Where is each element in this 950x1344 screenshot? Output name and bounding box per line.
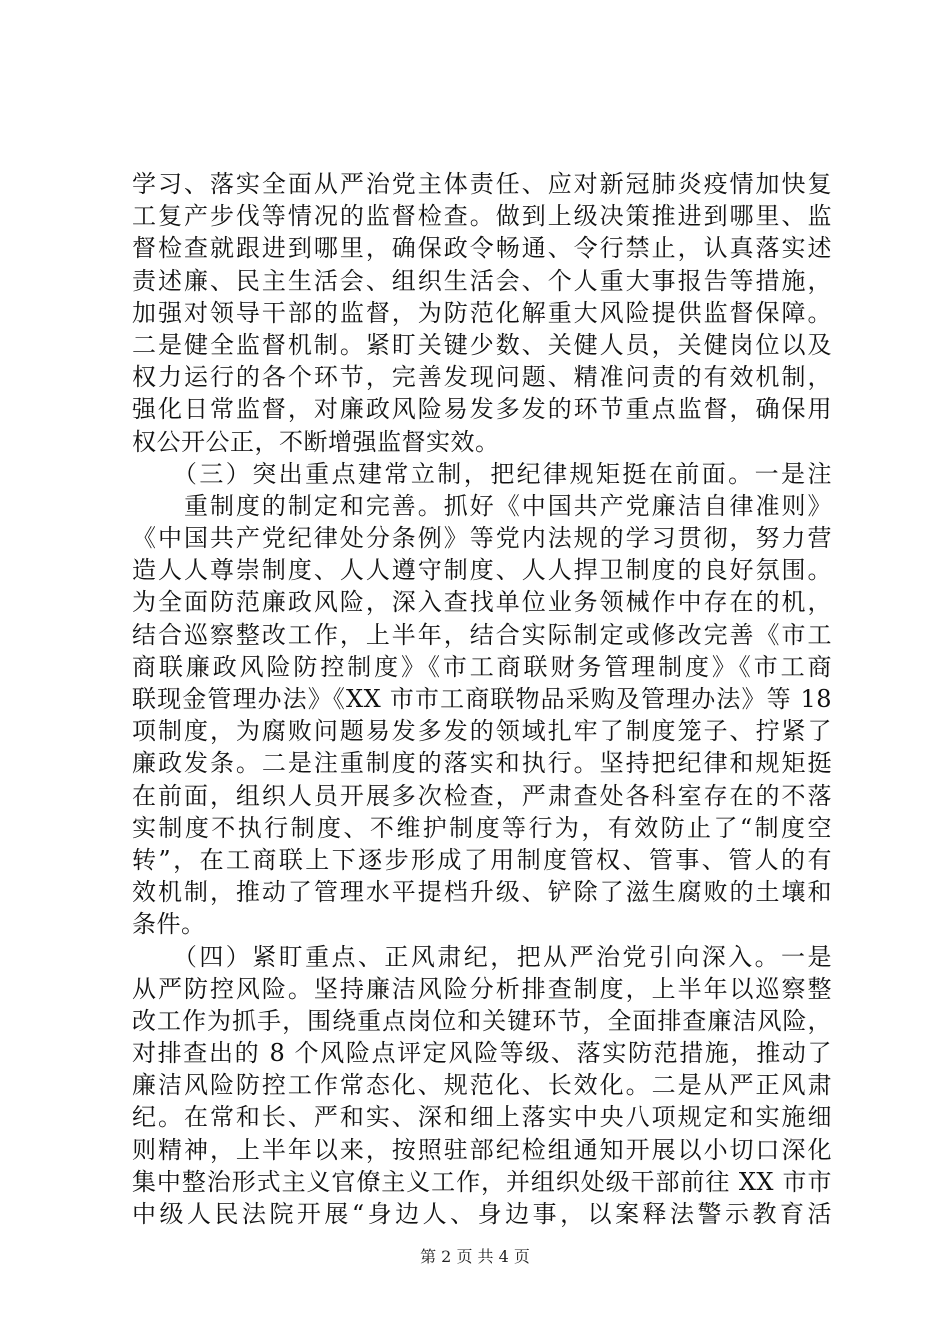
text-line: 强化日常监督，对廉政风险易发多发的环节重点监督，确保用	[132, 395, 832, 424]
text-line: 在前面，组织人员开展多次检查，严肃查处各科室存在的不落	[132, 781, 832, 810]
text-line: 权力运行的各个环节，完善发现问题、精准问责的有效机制，	[132, 363, 832, 392]
text-line: 联现金管理办法》《XX 市市工商联物品采购及管理办法》等 18	[132, 685, 832, 713]
text-line: 转”，在工商联上下逐步形成了用制度管权、管事、管人的有	[132, 845, 832, 874]
page-footer: 第 2 页 共 4 页	[420, 1247, 530, 1266]
text-line: 集中整治形式主义官僚主义工作，并组织处级干部前往 XX 市市	[132, 1167, 832, 1196]
text-line: 项制度，为腐败问题易发多发的领域扎牢了制度笼子、拧紧了	[132, 717, 832, 746]
text-line: 则精神，上半年以来，按照驻部纪检组通知开展以小切口深化	[132, 1135, 832, 1164]
text-line: 为全面防范廉政风险，深入查找单位业务领械作中存在的机，	[132, 588, 832, 617]
text-line: 改工作为抓手，围绕重点岗位和关键环节，全面排查廉洁风险，	[132, 1006, 832, 1035]
text-line: 权公开公正，不断增强监督实效。	[132, 427, 500, 456]
text-line: 实制度不执行制度、不维护制度等行为，有效防止了“制度空	[132, 813, 832, 842]
text-line: （三）突出重点建常立制，把纪律规矩挺在前面。一是注	[132, 459, 832, 488]
text-line: 重制度的制定和完善。抓好《中国共产党廉洁自律准则》	[132, 491, 832, 520]
text-line: 责述廉、民主生活会、组织生活会、个人重大事报告等措施，	[132, 266, 832, 295]
text-line: 二是健全监督机制。紧盯关键少数、关健人员，关健岗位以及	[132, 330, 832, 359]
text-line: 督检查就跟进到哪里，确保政令畅通、令行禁止，认真落实述	[132, 234, 832, 263]
text-line: 工复产步伐等情况的监督检查。做到上级决策推进到哪里、监	[132, 202, 832, 231]
text-line: 中级人民法院开展“身边人、身边事，以案释法警示教育活	[132, 1200, 832, 1228]
text-line: 效机制，推动了管理水平提档升级、铲除了滋生腐败的土壤和	[132, 878, 832, 907]
text-line: 《中国共产党纪律处分条例》等党内法规的学习贯彻，努力营	[132, 524, 832, 553]
text-line: 廉政发条。二是注重制度的落实和执行。坚持把纪律和规矩挺	[132, 749, 832, 778]
text-line: 结合巡察整改工作，上半年，结合实际制定或修改完善《市工	[132, 620, 832, 649]
text-line: 条件。	[132, 910, 206, 939]
text-line: 从严防控风险。坚持廉洁风险分析排查制度，上半年以巡察整	[132, 974, 832, 1003]
text-line: （四）紧盯重点、正风肃纪，把从严治党引向深入。一是	[132, 942, 832, 971]
text-line: 对排查出的 8 个风险点评定风险等级、落实防范措施，推动了	[132, 1039, 832, 1068]
text-line: 造人人尊崇制度、人人遵守制度、人人捍卫制度的良好氛围。	[132, 556, 832, 585]
text-line: 加强对领导干部的监督，为防范化解重大风险提供监督保障。	[132, 298, 832, 327]
text-line: 廉洁风险防控工作常态化、规范化、长效化。二是从严正风肃	[132, 1071, 832, 1100]
text-line: 纪。在常和长、严和实、深和细上落实中央八项规定和实施细	[132, 1103, 832, 1132]
body-text	[132, 168, 832, 1230]
text-line: 商联廉政风险防控制度》《市工商联财务管理制度》《市工商	[132, 652, 832, 681]
text-line: 学习、落实全面从严治党主体责任、应对新冠肺炎疫情加快复	[132, 170, 832, 198]
